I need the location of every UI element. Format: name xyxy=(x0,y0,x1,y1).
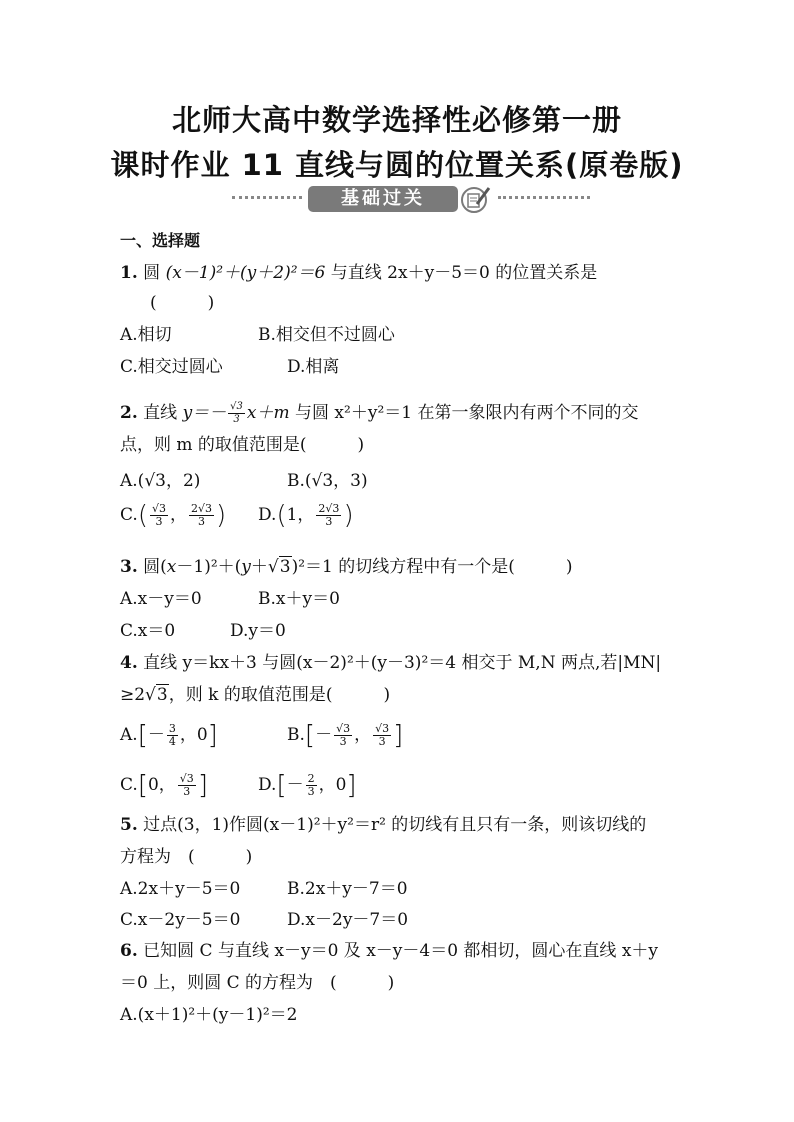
option-label: D. xyxy=(258,775,277,795)
option-b: B.2x＋y－7＝0 xyxy=(287,879,408,899)
stem-text: 的切线方程中有一个是( ) xyxy=(338,557,573,577)
stem-text: 点，则 m 的取值范围是( ) xyxy=(120,435,365,455)
section-banner: 基础过关 xyxy=(308,186,458,212)
option-label: D. xyxy=(258,505,277,525)
option-label: A. xyxy=(120,725,138,745)
option-a: A.相切 xyxy=(120,325,172,345)
pen-paper-icon xyxy=(460,184,492,214)
question-5-stem xyxy=(120,810,646,835)
equation-circle: 圆(x－1)²＋(y＋√3)²＝1 xyxy=(143,557,333,577)
question-number: 2. xyxy=(120,403,138,423)
question-2-stem xyxy=(120,398,638,426)
option-label: B. xyxy=(287,725,305,745)
question-6-stem xyxy=(120,936,658,961)
option-c: C.x＝0 xyxy=(120,621,176,641)
question-3-stem xyxy=(120,552,573,577)
option-c: C.x－2y－5＝0 xyxy=(120,910,241,930)
stem-text: 圆 xyxy=(143,263,161,283)
option-b: B.(√3，3) xyxy=(287,471,368,491)
question-number: 4. xyxy=(120,653,138,673)
stem-text: 已知圆 C 与直线 x－y＝0 及 x－y－4＝0 都相切，圆心在直线 x＋y xyxy=(143,941,659,961)
option-d: D.(1， $\frac{2√3}{3}$ ) xyxy=(258,500,354,531)
option-c: C.( $\frac{√3}{3}$ ， $\frac{2√3}{3}$ ) xyxy=(120,500,227,531)
option-label: C. xyxy=(120,775,138,795)
option-a: A.(√3，2) xyxy=(120,471,201,491)
option-b: B.[－ $\frac{√3}{3}$ ， $\frac{√3}{3}$ ] xyxy=(287,720,404,751)
section-banner-row xyxy=(0,184,794,212)
option-b: B.相交但不过圆心 xyxy=(258,325,395,345)
page-title-line-1: 北师大高中数学选择性必修第一册 xyxy=(171,103,622,137)
question-4-stem-cont xyxy=(120,680,390,705)
equation-line: y＝－ $\frac{√3}{3}$ x＋m xyxy=(182,401,290,425)
stem-text: 过点(3，1)作圆(x－1)²＋y²＝r² 的切线有且只有一条，则该切线的 xyxy=(143,815,647,835)
page-title-line-2: 课时作业 11 直线与圆的位置关系(原卷版) xyxy=(110,148,684,182)
equation: (x－1)²＋(y＋2)²＝6 xyxy=(165,263,326,283)
inequality: ≥2√3 xyxy=(120,685,168,705)
option-c: C.[0， $\frac{√3}{3}$ ] xyxy=(120,770,208,801)
dotted-divider-right xyxy=(498,196,590,205)
option-a: A.[－ $\frac{3}{4}$ ，0] xyxy=(120,720,218,751)
option-c: C.相交过圆心 xyxy=(120,357,223,377)
question-1-stem xyxy=(120,258,597,283)
stem-text: 方程为 ( ) xyxy=(120,847,253,867)
option-label: C. xyxy=(120,505,138,525)
stem-text: 与直线 2x＋y－5＝0 的位置关系是 xyxy=(330,263,598,283)
option-b: B.x＋y＝0 xyxy=(258,589,340,609)
option-d: D.x－2y－7＝0 xyxy=(287,910,409,930)
stem-text: 直线 y＝kx＋3 与圆(x－2)²＋(y－3)²＝4 相交于 M,N 两点,若|MN| xyxy=(143,653,662,673)
question-number: 5. xyxy=(120,815,138,835)
option-d: D.y＝0 xyxy=(230,621,286,641)
option-a: A.2x＋y－5＝0 xyxy=(120,879,241,899)
question-number: 3. xyxy=(120,557,138,577)
stem-text: 与圆 x²＋y²＝1 在第一象限内有两个不同的交 xyxy=(295,403,639,423)
dotted-divider-left xyxy=(232,196,302,205)
option-d: D.相离 xyxy=(287,357,340,377)
stem-text: ＝0 上，则圆 C 的方程为 ( ) xyxy=(120,973,395,993)
section-heading: 一、选择题 xyxy=(120,231,201,250)
question-4-stem xyxy=(120,648,661,673)
stem-text: ，则 k 的取值范围是( ) xyxy=(168,685,391,705)
question-number: 6. xyxy=(120,941,138,961)
option-d: D.[－ $\frac{2}{3}$ ，0] xyxy=(258,770,357,801)
answer-paren: ( ) xyxy=(150,293,215,313)
question-number: 1. xyxy=(120,263,138,283)
stem-text: 直线 xyxy=(143,403,178,423)
option-a: A.(x＋1)²＋(y－1)²＝2 xyxy=(120,1005,298,1025)
option-a: A.x－y＝0 xyxy=(120,589,202,609)
